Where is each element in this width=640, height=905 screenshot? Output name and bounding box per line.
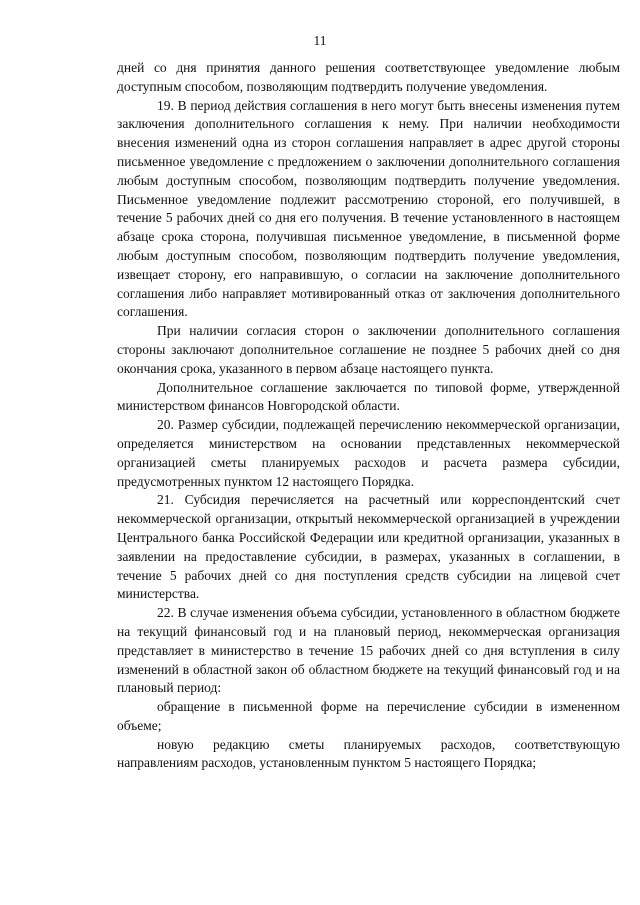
paragraph-typical-form: Дополнительное соглашение заключается по типовой форме, утвержденной министерством финансов Новгородской области. xyxy=(117,379,620,414)
paragraph-continuation: дней со дня принятия данного решения соответствующее уведомление любым доступным способом, позволяющим подтвердить получение уведомления. xyxy=(117,60,620,94)
paragraph-item-20: 20. Размер субсидии, подлежащей перечислению некоммерческой организации, определяется министерством на основании представленных некоммерческой организацией сметы планируемых расходов и расчета размера субсидии, предусмотренных пунктом 12 настоящего Порядка. xyxy=(117,417,620,489)
paragraph-agreement-consent: При наличии согласия сторон о заключении дополнительного соглашения стороны заключают дополнительное соглашение не позднее 5 рабочих дней со дня окончания срока, указанного в первом абзаце настоящего пункта. xyxy=(117,323,620,376)
paragraph-estimate-item: новую редакцию сметы планируемых расходов, соответствующую направлениям расходов, установленным пунктом 5 настоящего Порядка; xyxy=(117,736,620,771)
paragraph-item-21: 21. Субсидия перечисляется на расчетный или корреспондентский счет некоммерческой организации, открытый некоммерческой организацией в учреждении Центрального банка Российской Федерации или кредитной организации, указанных в заявлении на предоставление субсидии, в размерах, указанных в соглашении, в течение 5 рабочих дней со дня поступления средств субсидии на лицевой счет министерства. xyxy=(117,492,620,602)
page-number: 11 xyxy=(313,33,327,48)
paragraph-request-item: обращение в письменной форме на перечисление субсидии в измененном объеме; xyxy=(117,699,620,733)
paragraph-item-22: 22. В случае изменения объема субсидии, установленного в областном бюджете на текущий финансовый год и на плановый период, некоммерческая организация представляет в министерство в течение 15 рабочих дней со дня вступления в силу изменений в областной закон об областном бюджете на текущий финансовый год и на плановый период: xyxy=(117,605,620,696)
paragraph-item-19: 19. В период действия соглашения в него могут быть внесены изменения путем заключения дополнительного соглашения к нему. При наличии необходимости внесения изменений одна из сторон соглашения направляет в адрес другой стороны письменное уведомление с предложением о заключении дополнительного соглашения любым доступным способом, позволяющим подтвердить получение уведомления. Письменное уведомление подлежит рассмотрению стороной, его получившей, в течение 5 рабочих дней со дня его получения. В течение установленного в настоящем абзаце срока сторона, получившая письменное уведомление, в письменной форме любым доступным способом, позволяющим подтвердить получение уведомления, извещает сторону, его направившую, о согласии на заключение дополнительного соглашения либо направляет мотивированный отказ от заключения дополнительного соглашения. xyxy=(117,97,620,320)
document-body xyxy=(117,59,620,773)
